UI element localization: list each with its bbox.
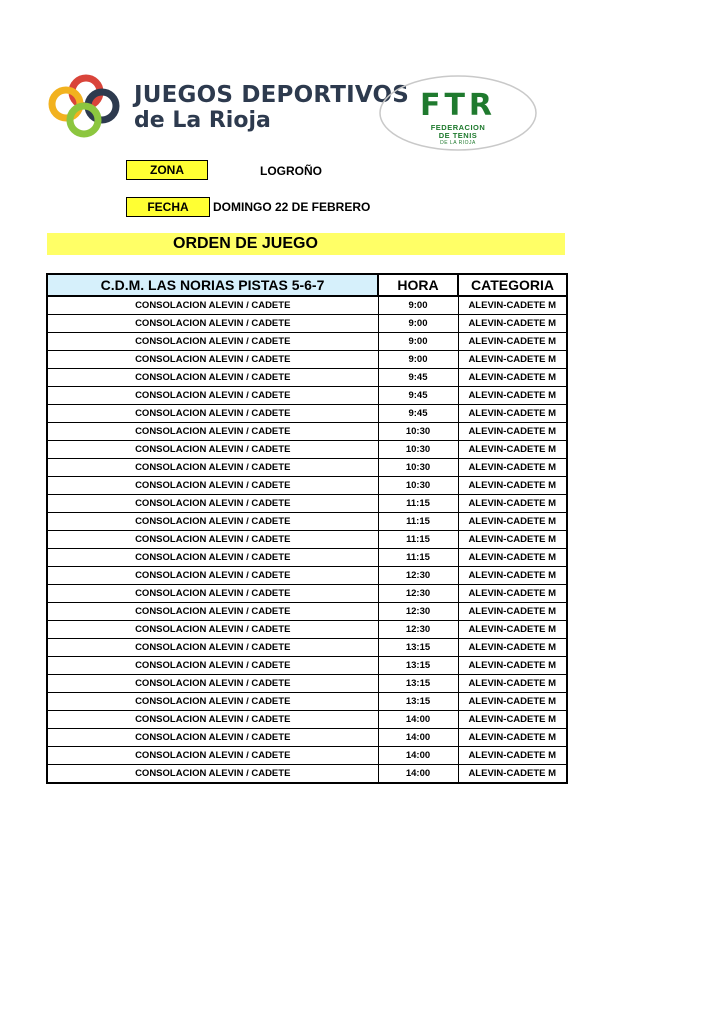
logo-subtitle: de La Rioja	[134, 108, 271, 133]
table-row	[47, 729, 567, 747]
table-row	[47, 711, 567, 729]
category-cell: ALEVIN-CADETE M	[458, 729, 567, 747]
category-cell: ALEVIN-CADETE M	[458, 513, 567, 531]
category-cell: ALEVIN-CADETE M	[458, 549, 567, 567]
table-row	[47, 657, 567, 675]
table-row	[47, 639, 567, 657]
match-cell: CONSOLACION ALEVIN / CADETE	[47, 567, 378, 585]
fecha-label: FECHA	[126, 197, 210, 217]
table-row	[47, 459, 567, 477]
table-row	[47, 495, 567, 513]
orden-de-juego-banner	[47, 233, 565, 255]
category-cell: ALEVIN-CADETE M	[458, 747, 567, 765]
table-header-row	[47, 274, 567, 296]
match-cell: CONSOLACION ALEVIN / CADETE	[47, 549, 378, 567]
match-cell: CONSOLACION ALEVIN / CADETE	[47, 333, 378, 351]
category-cell: ALEVIN-CADETE M	[458, 603, 567, 621]
match-cell: CONSOLACION ALEVIN / CADETE	[47, 513, 378, 531]
match-cell: CONSOLACION ALEVIN / CADETE	[47, 585, 378, 603]
match-cell: CONSOLACION ALEVIN / CADETE	[47, 405, 378, 423]
banner-title: ORDEN DE JUEGO	[173, 235, 318, 252]
table-row	[47, 549, 567, 567]
table-row	[47, 387, 567, 405]
zona-label: ZONA	[126, 160, 208, 180]
table-row	[47, 315, 567, 333]
match-cell: CONSOLACION ALEVIN / CADETE	[47, 296, 378, 315]
category-cell: ALEVIN-CADETE M	[458, 711, 567, 729]
time-cell: 14:00	[378, 711, 458, 729]
ftr-subtitle-2: DE TENIS	[438, 131, 478, 140]
table-row	[47, 567, 567, 585]
fecha-value: DOMINGO 22 DE FEBRERO	[213, 200, 371, 214]
match-cell: CONSOLACION ALEVIN / CADETE	[47, 369, 378, 387]
time-cell: 12:30	[378, 585, 458, 603]
time-cell: 14:00	[378, 747, 458, 765]
table-row	[47, 405, 567, 423]
rings-logo-icon	[46, 70, 132, 142]
time-cell: 10:30	[378, 477, 458, 495]
categoria-header: CATEGORIA	[458, 274, 567, 296]
category-cell: ALEVIN-CADETE M	[458, 423, 567, 441]
match-cell: CONSOLACION ALEVIN / CADETE	[47, 729, 378, 747]
time-cell: 9:45	[378, 387, 458, 405]
category-cell: ALEVIN-CADETE M	[458, 621, 567, 639]
venue-header: C.D.M. LAS NORIAS PISTAS 5-6-7	[47, 274, 378, 296]
table-row	[47, 423, 567, 441]
match-cell: CONSOLACION ALEVIN / CADETE	[47, 693, 378, 711]
time-cell: 9:45	[378, 369, 458, 387]
table-row	[47, 693, 567, 711]
category-cell: ALEVIN-CADETE M	[458, 369, 567, 387]
category-cell: ALEVIN-CADETE M	[458, 657, 567, 675]
match-cell: CONSOLACION ALEVIN / CADETE	[47, 423, 378, 441]
category-cell: ALEVIN-CADETE M	[458, 333, 567, 351]
category-cell: ALEVIN-CADETE M	[458, 693, 567, 711]
time-cell: 14:00	[378, 765, 458, 784]
match-cell: CONSOLACION ALEVIN / CADETE	[47, 459, 378, 477]
category-cell: ALEVIN-CADETE M	[458, 459, 567, 477]
table-row	[47, 747, 567, 765]
match-cell: CONSOLACION ALEVIN / CADETE	[47, 621, 378, 639]
table-row	[47, 296, 567, 315]
time-cell: 13:15	[378, 639, 458, 657]
zona-value: LOGROÑO	[260, 164, 322, 178]
schedule-table	[46, 273, 568, 784]
category-cell: ALEVIN-CADETE M	[458, 639, 567, 657]
time-cell: 11:15	[378, 513, 458, 531]
match-cell: CONSOLACION ALEVIN / CADETE	[47, 531, 378, 549]
category-cell: ALEVIN-CADETE M	[458, 315, 567, 333]
match-cell: CONSOLACION ALEVIN / CADETE	[47, 675, 378, 693]
match-cell: CONSOLACION ALEVIN / CADETE	[47, 711, 378, 729]
table-row	[47, 477, 567, 495]
match-cell: CONSOLACION ALEVIN / CADETE	[47, 315, 378, 333]
table-row	[47, 351, 567, 369]
category-cell: ALEVIN-CADETE M	[458, 477, 567, 495]
category-cell: ALEVIN-CADETE M	[458, 675, 567, 693]
category-cell: ALEVIN-CADETE M	[458, 296, 567, 315]
table-row	[47, 621, 567, 639]
category-cell: ALEVIN-CADETE M	[458, 567, 567, 585]
match-cell: CONSOLACION ALEVIN / CADETE	[47, 495, 378, 513]
table-row	[47, 765, 567, 784]
time-cell: 11:15	[378, 495, 458, 513]
table-row	[47, 531, 567, 549]
time-cell: 14:00	[378, 729, 458, 747]
table-row	[47, 603, 567, 621]
time-cell: 13:15	[378, 693, 458, 711]
match-cell: CONSOLACION ALEVIN / CADETE	[47, 351, 378, 369]
table-row	[47, 441, 567, 459]
table-row	[47, 333, 567, 351]
category-cell: ALEVIN-CADETE M	[458, 585, 567, 603]
time-cell: 9:00	[378, 315, 458, 333]
match-cell: CONSOLACION ALEVIN / CADETE	[47, 765, 378, 784]
time-cell: 9:00	[378, 351, 458, 369]
match-cell: CONSOLACION ALEVIN / CADETE	[47, 657, 378, 675]
time-cell: 12:30	[378, 603, 458, 621]
time-cell: 10:30	[378, 423, 458, 441]
category-cell: ALEVIN-CADETE M	[458, 441, 567, 459]
match-cell: CONSOLACION ALEVIN / CADETE	[47, 603, 378, 621]
logo-title: JUEGOS DEPORTIVOS	[134, 82, 409, 108]
ftr-subtitle-3: DE LA RIOJA	[440, 140, 476, 146]
time-cell: 12:30	[378, 621, 458, 639]
category-cell: ALEVIN-CADETE M	[458, 387, 567, 405]
category-cell: ALEVIN-CADETE M	[458, 531, 567, 549]
match-cell: CONSOLACION ALEVIN / CADETE	[47, 477, 378, 495]
table-row	[47, 369, 567, 387]
match-cell: CONSOLACION ALEVIN / CADETE	[47, 639, 378, 657]
time-cell: 13:15	[378, 675, 458, 693]
match-cell: CONSOLACION ALEVIN / CADETE	[47, 441, 378, 459]
table-row	[47, 585, 567, 603]
ftr-letters: FTR	[419, 88, 497, 123]
category-cell: ALEVIN-CADETE M	[458, 351, 567, 369]
table-row	[47, 675, 567, 693]
ftr-subtitle-1: FEDERACION	[430, 123, 486, 132]
category-cell: ALEVIN-CADETE M	[458, 405, 567, 423]
time-cell: 13:15	[378, 657, 458, 675]
time-cell: 10:30	[378, 441, 458, 459]
table-row	[47, 513, 567, 531]
time-cell: 9:00	[378, 333, 458, 351]
match-cell: CONSOLACION ALEVIN / CADETE	[47, 387, 378, 405]
match-cell: CONSOLACION ALEVIN / CADETE	[47, 747, 378, 765]
juegos-deportivos-logo	[46, 70, 409, 142]
category-cell: ALEVIN-CADETE M	[458, 765, 567, 784]
time-cell: 12:30	[378, 567, 458, 585]
ftr-federation-logo	[378, 74, 538, 152]
time-cell: 11:15	[378, 531, 458, 549]
schedule-body	[47, 296, 567, 783]
category-cell: ALEVIN-CADETE M	[458, 495, 567, 513]
hora-header: HORA	[378, 274, 458, 296]
time-cell: 10:30	[378, 459, 458, 477]
time-cell: 11:15	[378, 549, 458, 567]
time-cell: 9:45	[378, 405, 458, 423]
time-cell: 9:00	[378, 296, 458, 315]
